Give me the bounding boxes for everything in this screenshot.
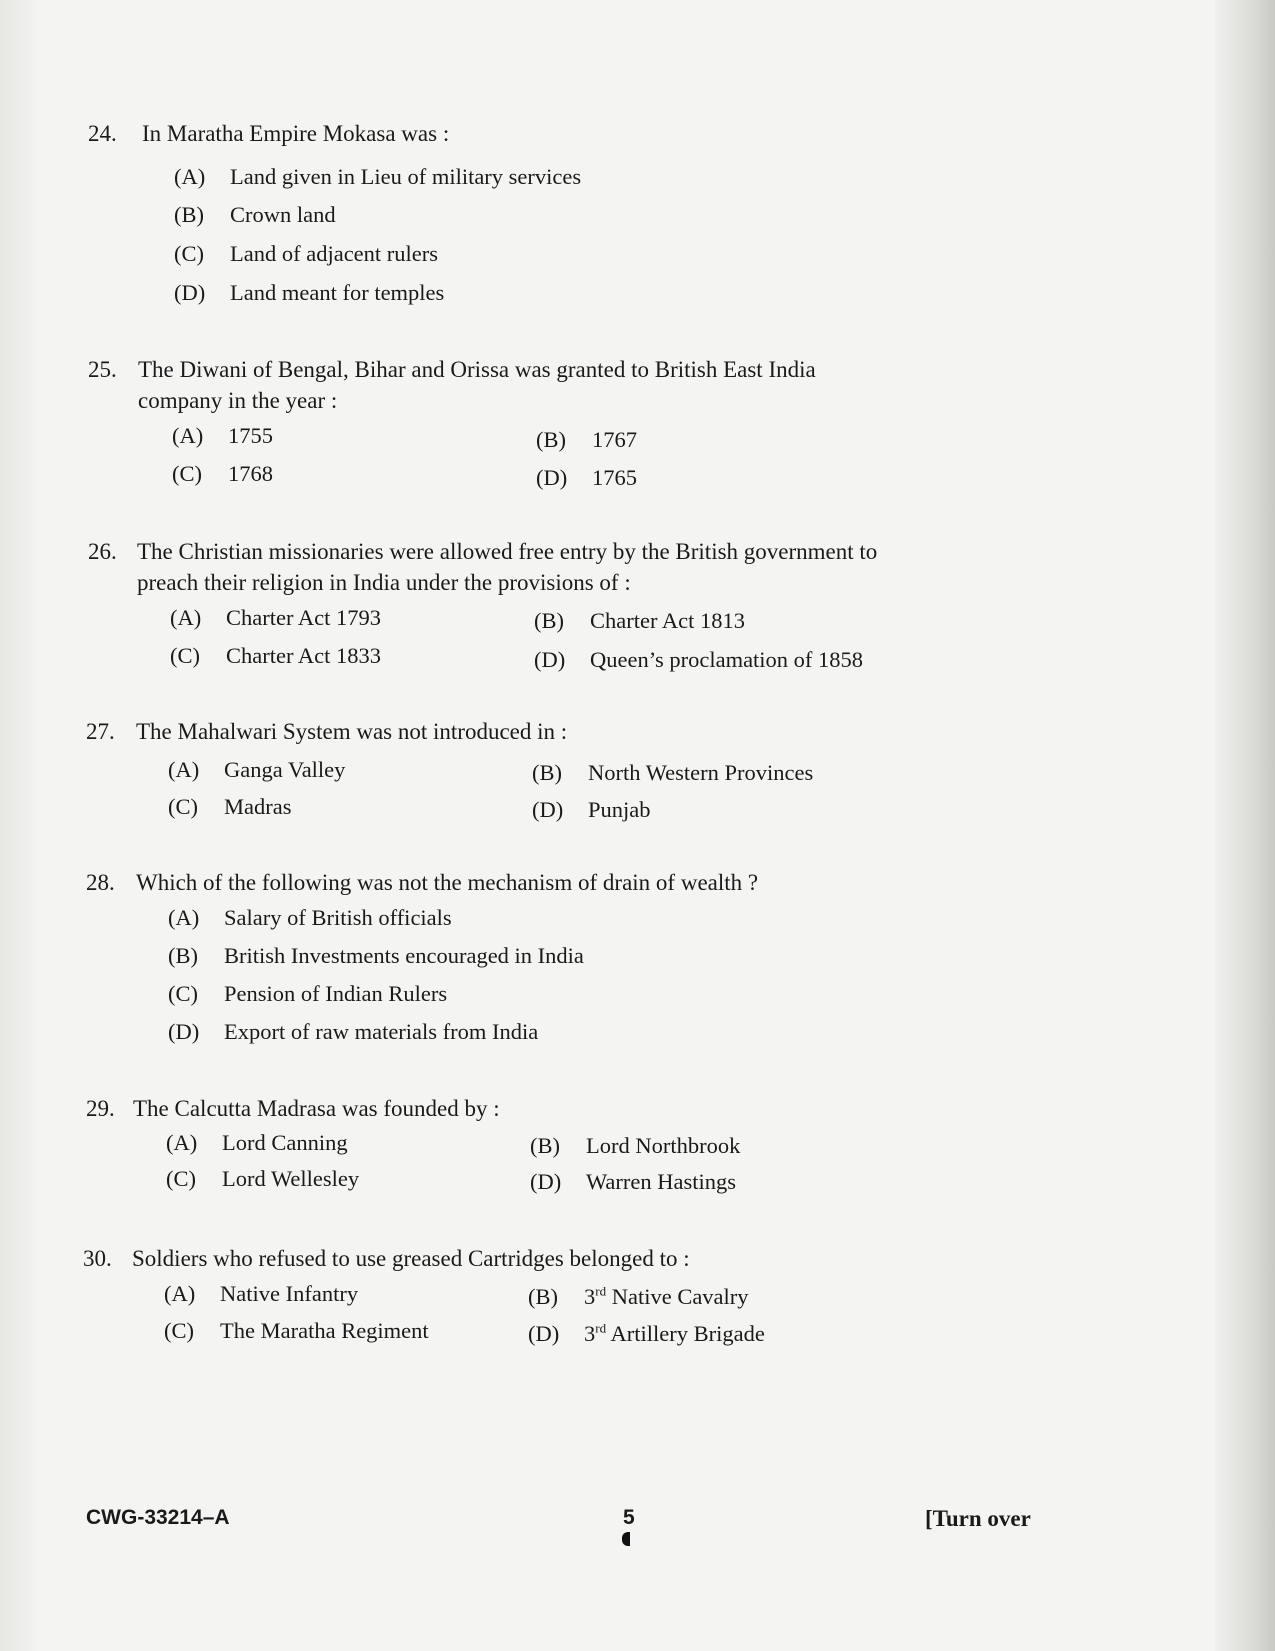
option-28-c: (C) Pension of Indian Rulers — [168, 981, 448, 1006]
paper-code: CWG-33214–A — [86, 1506, 230, 1529]
page-mark-icon — [622, 1532, 630, 1546]
option-29-a: (A) Lord Canning — [166, 1130, 348, 1155]
question-number: 29. — [86, 1096, 115, 1121]
option-29-b: (B) Lord Northbrook — [530, 1133, 741, 1158]
option-25-d: (D) 1765 — [536, 465, 637, 490]
option-26-c: (C) Charter Act 1833 — [170, 643, 381, 668]
option-25-c: (C) 1768 — [172, 461, 273, 486]
option-30-a: (A) Native Infantry — [164, 1281, 359, 1306]
option-24-b: (B) Crown land — [174, 202, 336, 227]
option-24-c: (C) Land of adjacent rulers — [174, 241, 439, 266]
option-29-d: (D) Warren Hastings — [530, 1169, 737, 1194]
question-number: 27. — [86, 719, 115, 744]
scan-shadow-right — [1215, 0, 1275, 1651]
question-stem-line-1: The Christian missionaries were allowed free entry by the British government to — [137, 539, 878, 564]
question-stem: Which of the following was not the mechanism of drain of wealth ? — [136, 870, 759, 895]
option-27-a: (A) Ganga Valley — [168, 757, 346, 782]
page-number: 5 — [623, 1506, 635, 1529]
question-number: 30. — [83, 1246, 112, 1271]
question-number: 26. — [88, 539, 117, 564]
question-number: 28. — [86, 870, 115, 895]
option-27-b: (B) North Western Provinces — [532, 760, 814, 785]
question-number: 24. — [88, 121, 117, 146]
option-30-c: (C) The Maratha Regiment — [164, 1318, 429, 1343]
question-stem: In Maratha Empire Mokasa was : — [142, 121, 450, 146]
option-27-d: (D) Punjab — [532, 797, 651, 822]
question-stem-line-2: company in the year : — [138, 388, 338, 413]
option-26-d: (D) Queen’s proclamation of 1858 — [534, 647, 864, 672]
option-26-a: (A) Charter Act 1793 — [170, 605, 381, 630]
option-25-a: (A) 1755 — [172, 423, 273, 448]
scan-shadow-left — [0, 0, 40, 1651]
option-29-c: (C) Lord Wellesley — [166, 1166, 360, 1191]
option-24-a: (A) Land given in Lieu of military services — [174, 164, 582, 189]
option-28-a: (A) Salary of British officials — [168, 905, 452, 930]
option-24-d: (D) Land meant for temples — [174, 280, 445, 305]
option-28-d: (D) Export of raw materials from India — [168, 1019, 539, 1044]
option-26-b: (B) Charter Act 1813 — [534, 608, 745, 633]
option-30-d: (D) 3rd Artillery Brigade — [528, 1320, 765, 1346]
question-stem: Soldiers who refused to use greased Cartridges belonged to : — [132, 1246, 690, 1271]
question-stem-line-2: preach their religion in India under the provisions of : — [137, 570, 631, 595]
option-30-b: (B) 3rd Native Cavalry — [528, 1283, 749, 1309]
option-27-c: (C) Madras — [168, 794, 292, 819]
question-stem: The Calcutta Madrasa was founded by : — [133, 1096, 500, 1121]
option-25-b: (B) 1767 — [536, 427, 637, 452]
turn-over-note: [Turn over — [925, 1506, 1031, 1531]
option-28-b: (B) British Investments encouraged in India — [168, 943, 584, 968]
question-stem: The Mahalwari System was not introduced in : — [136, 719, 568, 744]
question-stem-line-1: The Diwani of Bengal, Bihar and Orissa was granted to British East India — [138, 357, 816, 382]
question-number: 25. — [88, 357, 117, 382]
